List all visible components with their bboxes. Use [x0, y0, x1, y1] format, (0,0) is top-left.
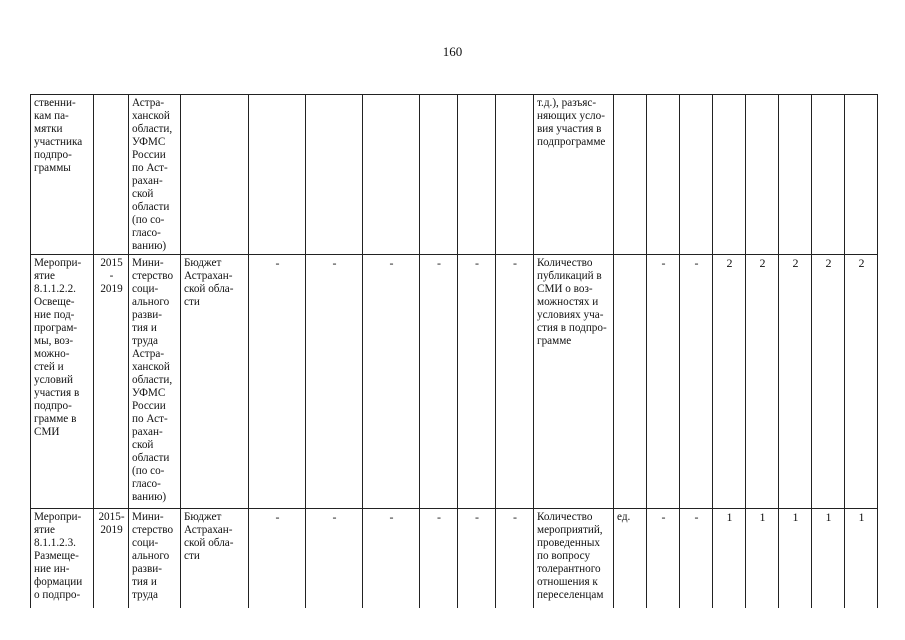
source-cell: Бюджет Астрахан- ской обла- сти	[181, 509, 249, 609]
finance-cell: -	[458, 509, 496, 609]
value-cell: 2	[845, 255, 878, 509]
value-cell: 2	[812, 255, 845, 509]
value-cell: -	[680, 509, 713, 609]
finance-cell: -	[420, 255, 458, 509]
value-cell: 1	[779, 509, 812, 609]
finance-cell: -	[458, 255, 496, 509]
value-cell: 1	[713, 509, 746, 609]
unit-cell	[614, 95, 647, 255]
finance-cell	[420, 95, 458, 255]
executor-cell: Мини- стерство соци- ального разви- тия и труда Астра- ханской области, УФМС России по Аст- рахан- ской области (по со- гласо- ванию)	[129, 255, 181, 509]
value-cell	[680, 95, 713, 255]
period-cell	[94, 95, 129, 255]
value-cell: 2	[713, 255, 746, 509]
measure-name-cell: Меропри- ятие 8.1.1.2.3. Размеще- ние ин- формации о подпро-	[31, 509, 94, 609]
value-cell: -	[680, 255, 713, 509]
value-cell	[647, 95, 680, 255]
value-cell	[746, 95, 779, 255]
finance-cell	[249, 95, 306, 255]
period-cell: 2015 - 2019	[94, 255, 129, 509]
executor-cell: Астра- ханской области, УФМС России по Аст- рахан- ской области (по со- гласо- ванию)	[129, 95, 181, 255]
value-cell: -	[647, 255, 680, 509]
table-row	[31, 509, 878, 609]
value-cell	[713, 95, 746, 255]
value-cell	[845, 95, 878, 255]
finance-total-cell: -	[496, 255, 534, 509]
value-cell: -	[647, 509, 680, 609]
source-cell: Бюджет Астрахан- ской обла- сти	[181, 255, 249, 509]
value-cell: 2	[779, 255, 812, 509]
value-cell: 1	[746, 509, 779, 609]
finance-cell: -	[249, 509, 306, 609]
finance-cell: -	[363, 255, 420, 509]
indicator-cell: Количество публикаций в СМИ о воз- можностях и условиях уча- стия в подпро- грамме	[534, 255, 614, 509]
finance-cell: -	[420, 509, 458, 609]
table-row	[31, 95, 878, 255]
indicator-cell: т.д.), разъяс- няющих усло- вия участия в подпрограмме	[534, 95, 614, 255]
program-table	[30, 94, 878, 608]
finance-cell	[363, 95, 420, 255]
value-cell	[812, 95, 845, 255]
value-cell: 1	[812, 509, 845, 609]
unit-cell	[614, 255, 647, 509]
finance-cell: -	[306, 509, 363, 609]
finance-cell	[306, 95, 363, 255]
value-cell	[779, 95, 812, 255]
unit-cell: ед.	[614, 509, 647, 609]
value-cell: 2	[746, 255, 779, 509]
value-cell: 1	[845, 509, 878, 609]
finance-cell: -	[249, 255, 306, 509]
measure-name-cell: ственни- кам па- мятки участника подпро- граммы	[31, 95, 94, 255]
executor-cell: Мини- стерство соци- ального разви- тия и труда	[129, 509, 181, 609]
finance-cell: -	[306, 255, 363, 509]
finance-cell	[458, 95, 496, 255]
table-row	[31, 255, 878, 509]
period-cell: 2015- 2019	[94, 509, 129, 609]
source-cell	[181, 95, 249, 255]
finance-total-cell: -	[496, 509, 534, 609]
page-number: 160	[442, 44, 463, 59]
indicator-cell: Количество мероприятий, проведенных по вопросу толерантного отношения к переселенцам	[534, 509, 614, 609]
finance-cell	[496, 95, 534, 255]
measure-name-cell: Меропри- ятие 8.1.1.2.2. Освеще- ние под- програм- мы, воз- можно- стей и условий участия в подпро- грамме в СМИ	[31, 255, 94, 509]
finance-cell: -	[363, 509, 420, 609]
